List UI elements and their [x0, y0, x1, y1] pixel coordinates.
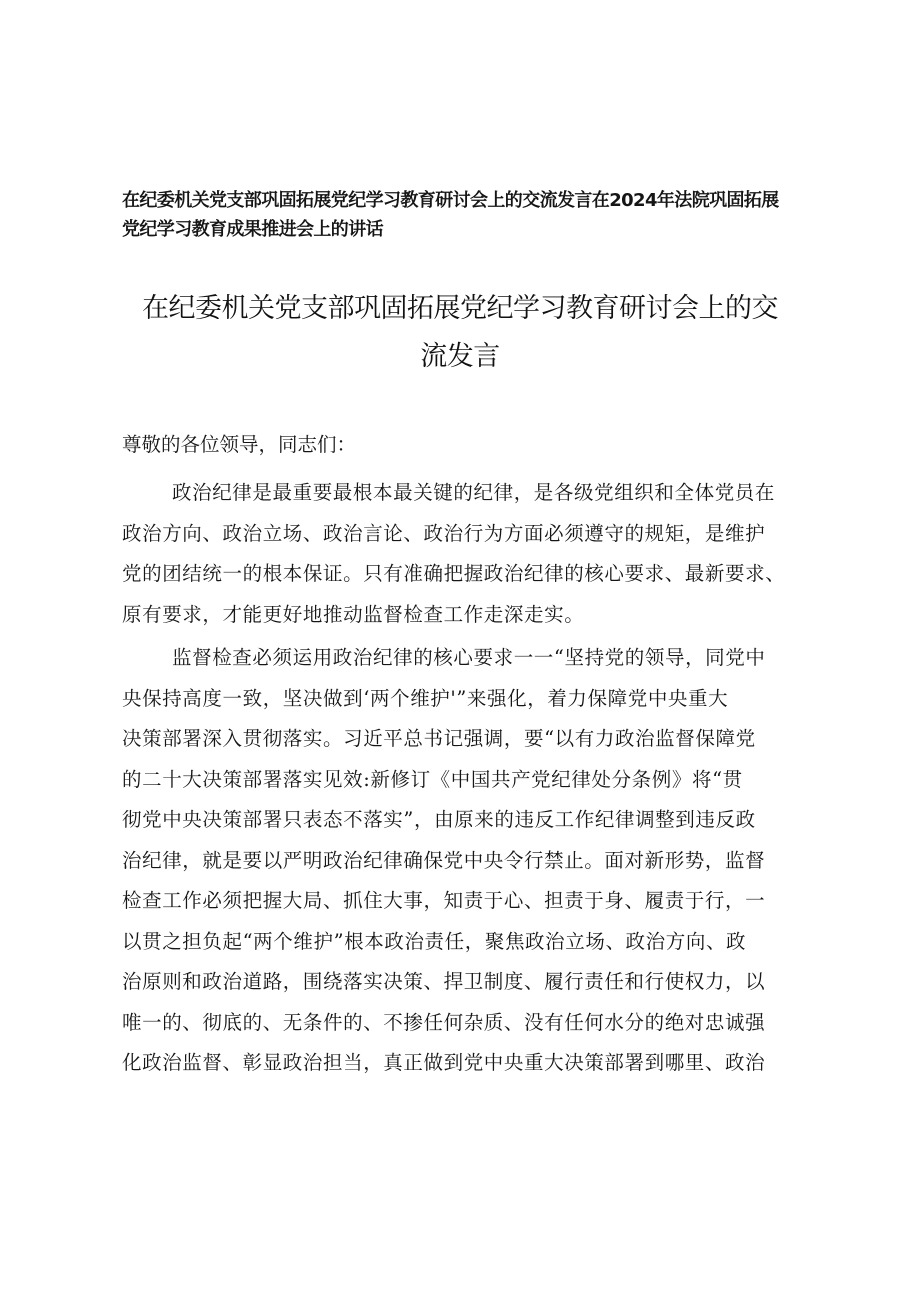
paragraph-line: 政治纪律是最重要最根本最关键的纪律，是各级党组织和全体党员在 — [172, 481, 776, 504]
document-title — [140, 285, 780, 381]
title-line: 流发言 — [420, 341, 500, 372]
paragraph-line: 的二十大决策部署落实见效:新修订《中国共产党纪律处分条例》将“贯 — [122, 767, 743, 791]
header-line: 在纪委机关党支部巩固拓展党纪学习教育研讨会上的交流发言在2024年法院巩固拓展 — [122, 190, 779, 211]
paragraph-line: 以贯之担负起“两个维护”根本政治责任，聚焦政治立场、政治方向、政 — [122, 929, 747, 953]
paragraph-line: 化政治监督、彰显政治担当，真正做到党中央重大决策部署到哪里、政治 — [122, 1051, 766, 1074]
paragraph-line: 央保持高度一致，坚决做到‘两个维护'”来强化，着力保障党中央重大 — [122, 686, 729, 710]
paragraph-1 — [122, 473, 822, 635]
title-line: 在纪委机关党支部巩固拓展党纪学习教育研讨会上的交 — [142, 293, 778, 324]
paragraph-line: 唯一的、彻底的、无条件的、不掺任何杂质、没有任何水分的绝对忠诚强 — [122, 1010, 766, 1034]
paragraph-line: 监督检查必须运用政治纪律的核心要求一一“坚持党的领导，同党中 — [172, 646, 766, 669]
paragraph-line: 治纪律，就是要以严明政治纪律确保党中央令行禁止。面对新形势，监督 — [122, 848, 766, 872]
paragraph-line: 决策部署深入贯彻落实。习近平总书记强调，要“以有力政治监督保障党 — [122, 727, 756, 750]
paragraph-line: 治原则和政治道路，围绕落实决策、捍卫制度、履行责任和行使权力，以 — [122, 970, 766, 993]
paragraph-line: 党的团结统一的根本保证。只有准确把握政治纪律的核心要求、最新要求、 — [122, 562, 786, 585]
paragraph-2 — [122, 638, 822, 1084]
salutation: 尊敬的各位领导，同志们： — [122, 433, 357, 456]
paragraph-line: 原有要求，才能更好地推动监督检查工作走深走实。 — [122, 602, 585, 626]
header-line: 党纪学习教育成果推进会上的讲话 — [122, 219, 383, 240]
paragraph-line: 彻党中央决策部署只表态不落实”，由原来的违反工作纪律调整到违反政 — [122, 808, 756, 831]
paragraph-line: 政治方向、政治立场、政治言论、政治行为方面必须遵守的规矩，是维护 — [122, 521, 766, 545]
document-header — [122, 186, 812, 244]
paragraph-line: 检查工作必须把握大局、抓住大事，知责于心、担责于身、履责于行，一 — [122, 889, 766, 912]
